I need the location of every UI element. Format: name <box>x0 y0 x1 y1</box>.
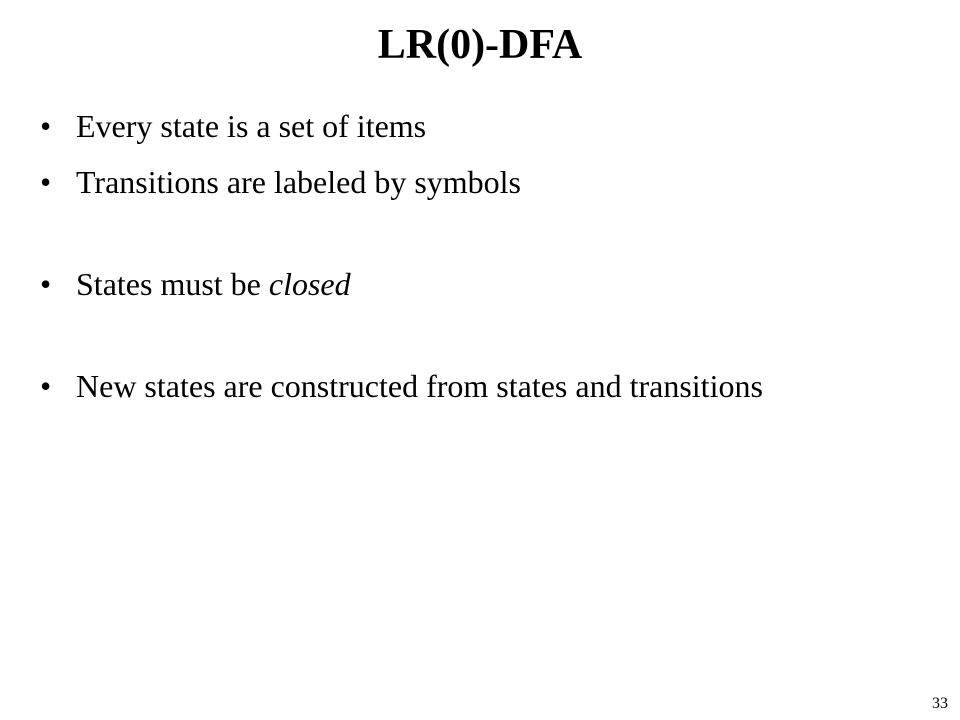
bullet-marker: • <box>40 368 52 404</box>
page-number: 33 <box>932 695 948 712</box>
bullet-list <box>40 104 920 408</box>
bullet-text: New states are constructed from states and transitions <box>76 368 763 404</box>
bullet-text: Every state is a set of items <box>76 108 427 144</box>
bullet-marker: • <box>40 108 52 144</box>
bullet-item <box>40 104 920 148</box>
bullet-item <box>40 160 920 204</box>
slide-title: LR(0)-DFA <box>377 22 583 68</box>
bullet-marker: • <box>40 164 52 200</box>
bullet-marker: • <box>40 266 52 302</box>
bullet-item <box>40 262 920 306</box>
bullet-emphasis: closed <box>268 266 351 302</box>
bullet-text: Transitions are labeled by symbols <box>76 164 521 200</box>
bullet-text: States must be <box>76 266 269 302</box>
bullet-item <box>40 364 920 408</box>
